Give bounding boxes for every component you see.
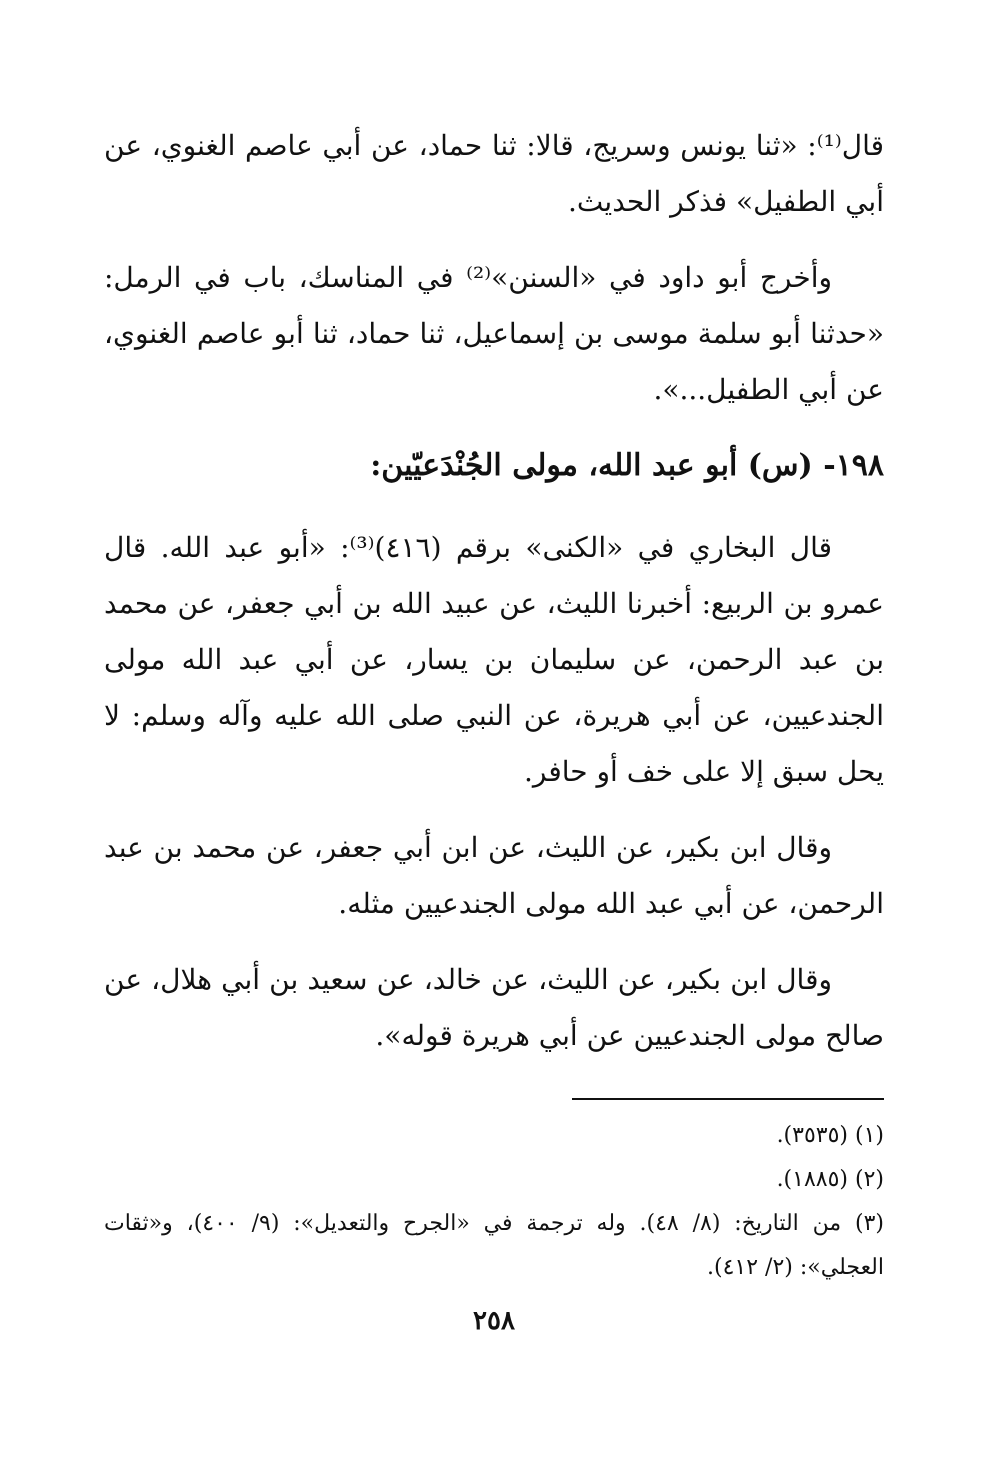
paragraph-opening: قال⁽¹⁾: «ثنا يونس وسريج، قالا: ثنا حماد، عن أبي عاصم الغنوي، عن أبي الطفيل» فذكر الحديث.	[104, 129, 884, 218]
footnote-2: (٢) (١٨٨٥).	[776, 1167, 884, 1192]
book-page	[104, 118, 884, 1358]
paragraph-ibn-bukayr-2: وقال ابن بكير، عن الليث، عن خالد، عن سعيد بن أبي هلال، عن صالح مولى الجندعيين عن أبي هريرة قوله».	[104, 963, 884, 1052]
page-number: ٢٥٨	[473, 1306, 515, 1336]
footnotes-section	[104, 1098, 884, 1290]
footnote-divider	[572, 1098, 884, 1100]
footnote-3: (٣) من التاريخ: (٨/ ٤٨). وله ترجمة في «الجرح والتعديل»: (٩/ ٤٠٠)، و«ثقات العجلي»: (٢/ ٤١٢).	[104, 1211, 885, 1280]
paragraph-bukhari: قال البخاري في «الكنى» برقم (٤١٦)⁽³⁾: «أبو عبد الله. قال عمرو بن الربيع: أخبرنا الليث، عن عبيد الله بن أبي جعفر، عن محمد بن عبد الرحمن، عن سليمان بن يسار، عن أبي عبد الله مولى الجندعيين، عن أبي هريرة، عن النبي صلى الله عليه وآله وسلم: لا يحل سبق إلا على خف أو حافر.	[104, 531, 884, 788]
footnote-1: (١) (٣٥٣٥).	[776, 1123, 884, 1148]
paragraph-abu-dawud: وأخرج أبو داود في «السنن»⁽²⁾ في المناسك، باب في الرمل: «حدثنا أبو سلمة موسى بن إسماعيل، ثنا حماد، ثنا أبو عاصم الغنوي، عن أبي الطفيل...».	[104, 261, 884, 406]
paragraph-ibn-bukayr-1: وقال ابن بكير، عن الليث، عن ابن أبي جعفر، عن محمد بن عبد الرحمن، عن أبي عبد الله مولى الجندعيين مثله.	[104, 831, 884, 920]
section-heading: ١٩٨- (س) أبو عبد الله، مولى الجُنْدَعيّين:	[370, 448, 884, 483]
